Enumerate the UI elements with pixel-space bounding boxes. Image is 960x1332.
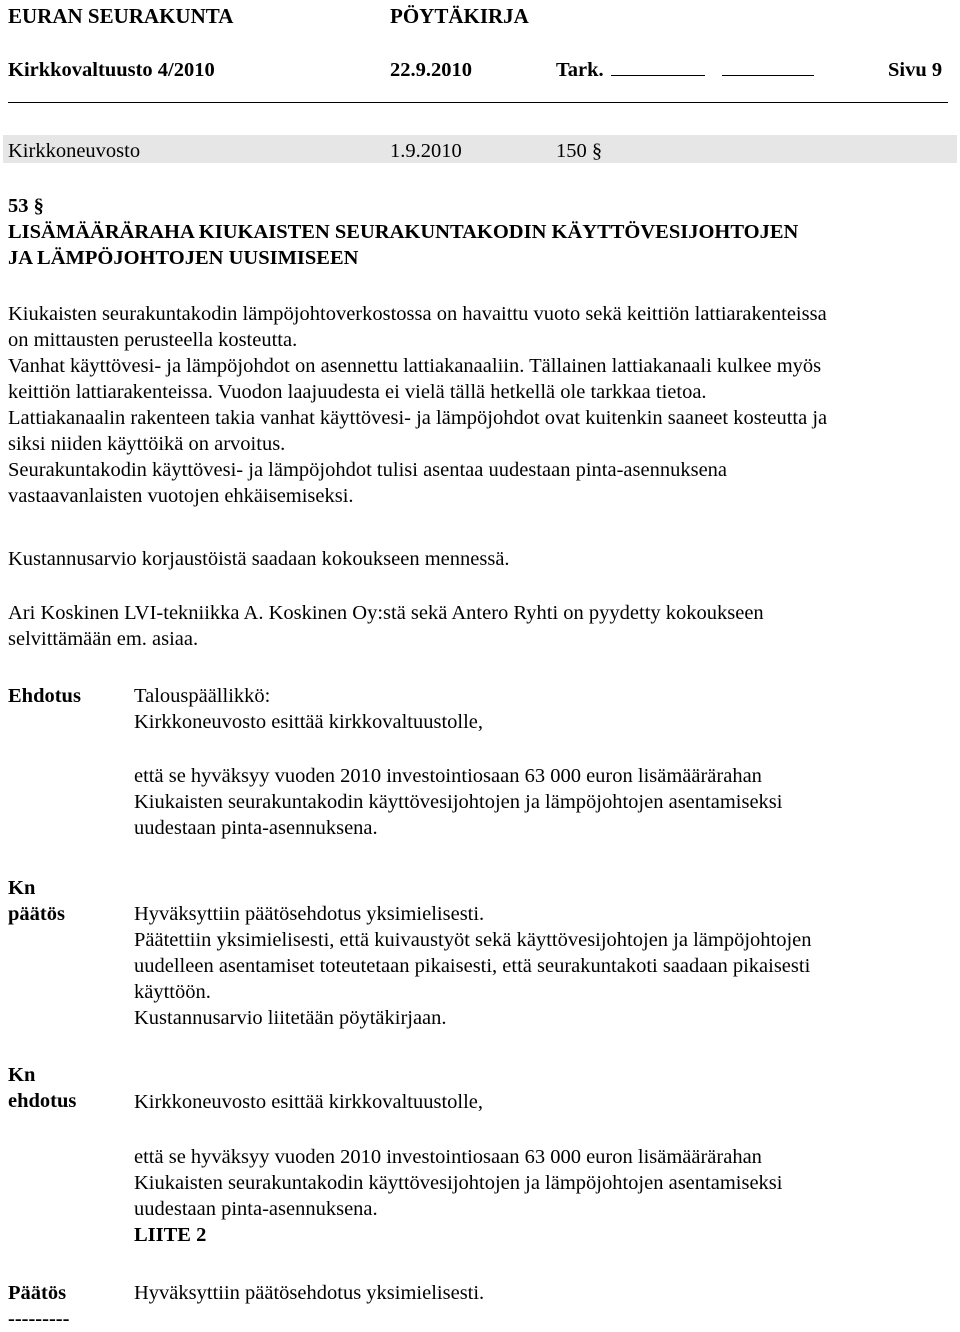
item-title-line: JA LÄMPÖJOHTOJEN UUSIMISEEN <box>8 247 359 269</box>
attachment-ref: LIITE 2 <box>134 1224 207 1246</box>
paatos-line: uudelleen asentamiset toteutetaan pikaisesti, että seurakuntakoti saadaan pikaisesti <box>134 955 811 977</box>
proposal-line: että se hyväksyy vuoden 2010 investointiosaan 63 000 euron lisämäärärahan <box>134 765 762 787</box>
paatos-line: Hyväksyttiin päätösehdotus yksimielisesti. <box>134 1282 485 1304</box>
tark-label: Tark. <box>556 59 604 81</box>
paatos-line: Hyväksyttiin päätösehdotus yksimielisesti. <box>134 903 485 925</box>
kn-paatos-label <box>8 875 65 927</box>
ehdotus-text <box>134 683 954 735</box>
consultants-paragraph <box>8 600 956 652</box>
paatos-line: Kustannusarvio liitetään pöytäkirjaan. <box>134 1007 447 1029</box>
body-line: siksi niiden käyttöikä on arvoitus. <box>8 433 286 455</box>
item-title <box>8 219 956 271</box>
ehdotus-proposal <box>134 763 954 841</box>
tark-field <box>556 57 814 83</box>
paatos-text <box>134 1280 954 1306</box>
kn-ehdotus-label-line: Kn <box>8 1064 36 1086</box>
paatos-line: Päätettiin yksimielisesti, että kuivaustyöt sekä käyttövesijohtojen ja lämpöjohtojen <box>134 929 812 951</box>
ehdotus-label <box>8 683 81 709</box>
kn-ehdotus-text <box>134 1089 954 1115</box>
header-rule <box>8 102 948 103</box>
org-name: EURAN SEURAKUNTA <box>8 4 234 28</box>
page-number: Sivu 9 <box>888 59 943 81</box>
body-line: Lattiakanaalin rakenteen takia vanhat käyttövesi- ja lämpöjohdot ovat kuitenkin saaneet kosteutta ja <box>8 407 828 429</box>
proposal-line: Kiukaisten seurakuntakodin käyttövesijohtojen ja lämpöjohtojen asentamiseksi <box>134 791 783 813</box>
ehdotus-label-text: Ehdotus <box>8 685 81 707</box>
body-line: Vanhat käyttövesi- ja lämpöjohdot on asennettu lattiakanaaliin. Tällainen lattiakanaali kulkee myös <box>8 355 822 377</box>
doc-type: PÖYTÄKIRJA <box>390 4 529 28</box>
body-line: vastaavanlaisten vuotojen ehkäisemiseksi. <box>8 485 354 507</box>
cost-estimate-paragraph <box>8 546 956 572</box>
body-line: on mittausten perusteella kosteutta. <box>8 329 298 351</box>
kn-ehdotus-line: Kirkkoneuvosto esittää kirkkovaltuustolle, <box>134 1091 484 1113</box>
proposal-line: uudestaan pinta-asennuksena. <box>134 1198 378 1220</box>
body-line: Kustannusarvio korjaustöistä saadaan kokoukseen mennessä. <box>8 548 510 570</box>
meeting-date: 22.9.2010 <box>390 59 472 81</box>
kn-paatos-label-line: päätös <box>8 903 65 925</box>
kn-ehdotus-proposal <box>134 1144 954 1248</box>
item-number: 53 § <box>8 195 44 217</box>
meeting-label: Kirkkovaltuusto 4/2010 <box>8 59 215 81</box>
paatos-line: käyttöön. <box>134 981 211 1003</box>
body-line: keittiön lattiarakenteissa. Vuodon laajuudesta ei vielä tällä hetkellä ole tarkkaa tietoa. <box>8 381 707 403</box>
kn-ehdotus-label <box>8 1062 76 1114</box>
tark-blank-1 <box>611 57 705 76</box>
proposal-line: uudestaan pinta-asennuksena. <box>134 817 378 839</box>
item-title-line: LISÄMÄÄRÄRAHA KIUKAISTEN SEURAKUNTAKODIN KÄYTTÖVESIJOHTOJEN <box>8 221 799 243</box>
body-line: Seurakuntakodin käyttövesi- ja lämpöjohdot tulisi asentaa uudestaan pinta-asennuksena <box>8 459 728 481</box>
paatos-label <box>8 1280 69 1332</box>
body-line: Kiukaisten seurakuntakodin lämpöjohtoverkostossa on havaittu vuoto sekä keittiön lattiarakenteissa <box>8 303 827 325</box>
prior-date: 1.9.2010 <box>390 140 462 162</box>
body-line: selvittämään em. asiaa. <box>8 628 199 650</box>
tark-blank-2 <box>722 57 814 76</box>
prior-body: Kirkkoneuvosto <box>8 140 141 162</box>
proposal-line: Kiukaisten seurakuntakodin käyttövesijohtojen ja lämpöjohtojen asentamiseksi <box>134 1172 783 1194</box>
kn-paatos-label-line: Kn <box>8 877 36 899</box>
proposal-line: että se hyväksyy vuoden 2010 investointiosaan 63 000 euron lisämäärärahan <box>134 1146 762 1168</box>
kn-ehdotus-label-line: ehdotus <box>8 1090 77 1112</box>
ehdotus-line: Kirkkoneuvosto esittää kirkkovaltuustolle, <box>134 711 484 733</box>
body-paragraph <box>8 301 956 509</box>
kn-paatos-text <box>134 901 954 1031</box>
ehdotus-line: Talouspäällikkö: <box>134 685 271 707</box>
paatos-dashes: --------- <box>8 1308 70 1330</box>
prior-meeting-bar <box>3 135 957 163</box>
prior-section: 150 § <box>556 140 603 162</box>
body-line: Ari Koskinen LVI-tekniikka A. Koskinen Oy:stä sekä Antero Ryhti on pyydetty kokoukseen <box>8 602 764 624</box>
paatos-label-text: Päätös <box>8 1282 67 1304</box>
